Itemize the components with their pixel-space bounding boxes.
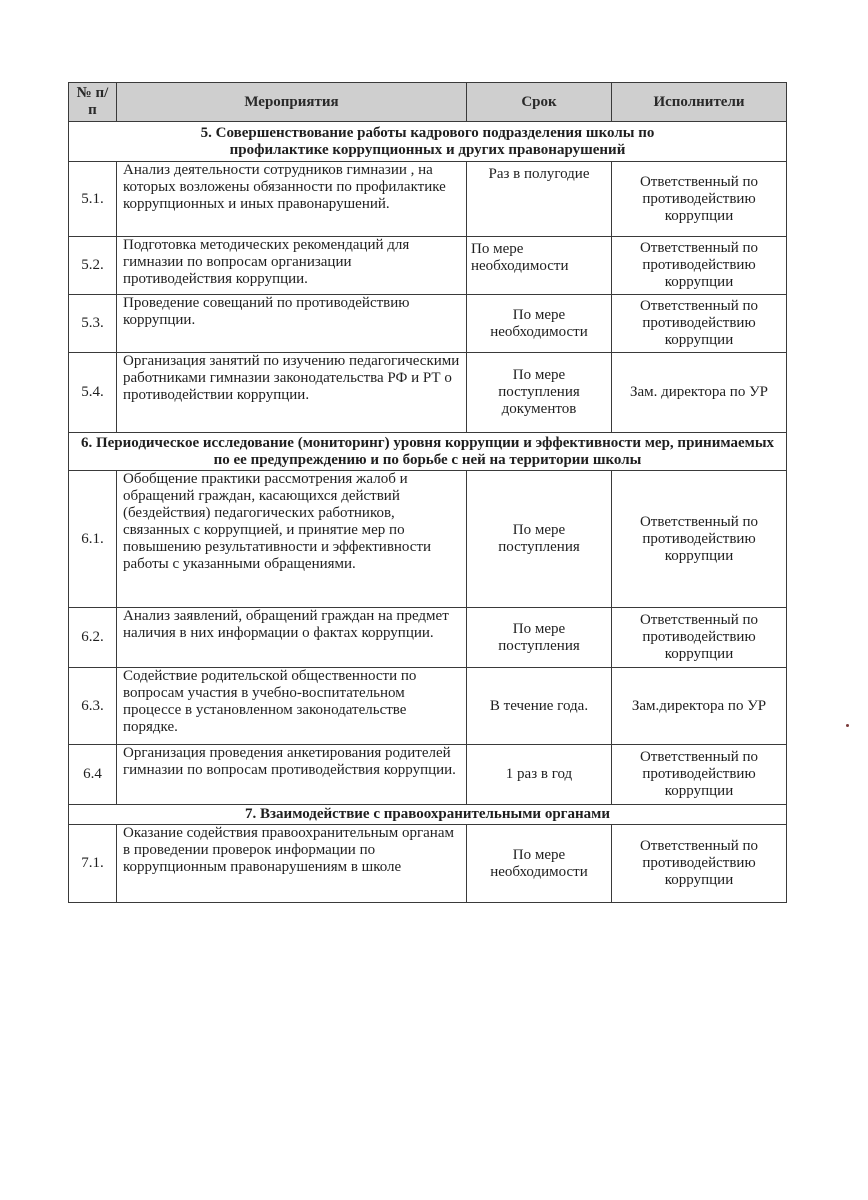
scan-speck xyxy=(846,724,849,727)
row-activity: Обобщение практики рассмотрения жалоб и обращений граждан, касающихся действий (бездействия) педагогических работников, связанных с коррупцией, и принятие мер по повышению результативности и эффективности работы с указанными обращениями. xyxy=(117,471,467,608)
section-title-7: 7. Взаимодействие с правоохранительными органами xyxy=(69,805,787,825)
table-row xyxy=(69,353,787,433)
row-number: 5.3. xyxy=(69,295,117,353)
row-term: По мере поступления xyxy=(467,471,612,608)
table-row xyxy=(69,237,787,295)
row-number: 5.1. xyxy=(69,162,117,237)
row-activity: Содействие родительской общественности по вопросам участия в учебно-воспитательном процессе в установленном законодательстве порядке. xyxy=(117,668,467,745)
row-term: 1 раз в год xyxy=(467,745,612,805)
header-num: № п/п xyxy=(69,83,117,122)
table-row xyxy=(69,825,787,903)
row-number: 5.4. xyxy=(69,353,117,433)
row-number: 6.1. xyxy=(69,471,117,608)
document-sheet xyxy=(68,82,786,903)
row-executor: Зам. директора по УР xyxy=(612,353,787,433)
row-executor: Ответственный по противодействию коррупции xyxy=(612,295,787,353)
table-row xyxy=(69,471,787,608)
section-row xyxy=(69,433,787,471)
table-row xyxy=(69,295,787,353)
table-row xyxy=(69,162,787,237)
header-activity: Мероприятия xyxy=(117,83,467,122)
header-term: Срок xyxy=(467,83,612,122)
row-number: 6.2. xyxy=(69,608,117,668)
row-term: По мере поступления xyxy=(467,608,612,668)
row-activity: Анализ заявлений, обращений граждан на предмет наличия в них информации о фактах коррупции. xyxy=(117,608,467,668)
row-activity: Подготовка методических рекомендаций для гимназии по вопросам организации противодействия коррупции. xyxy=(117,237,467,295)
row-number: 6.4 xyxy=(69,745,117,805)
row-number: 5.2. xyxy=(69,237,117,295)
section-row xyxy=(69,122,787,162)
row-activity: Оказание содействия правоохранительным органам в проведении проверок информации по коррупционным правонарушениям в школе xyxy=(117,825,467,903)
table-header-row xyxy=(69,83,787,122)
row-term: По мере необходимости xyxy=(467,295,612,353)
row-term: В течение года. xyxy=(467,668,612,745)
row-activity: Организация занятий по изучению педагогическими работниками гимназии законодательства РФ и РТ о противодействии коррупции. xyxy=(117,353,467,433)
row-number: 6.3. xyxy=(69,668,117,745)
row-term: По мере необходимости xyxy=(467,237,612,295)
row-activity: Анализ деятельности сотрудников гимназии , на которых возложены обязанности по профилактике коррупционных и иных правонарушений. xyxy=(117,162,467,237)
row-number: 7.1. xyxy=(69,825,117,903)
row-term: По мере поступления документов xyxy=(467,353,612,433)
row-executor: Ответственный по противодействию коррупции xyxy=(612,745,787,805)
header-executors: Исполнители xyxy=(612,83,787,122)
table-row xyxy=(69,608,787,668)
row-executor: Ответственный по противодействию коррупции xyxy=(612,162,787,237)
section-title-6: 6. Периодическое исследование (мониторинг) уровня коррупции и эффективности мер, принимаемых по ее предупреждению и по борьбе с ней на территории школы xyxy=(69,433,787,471)
table-row xyxy=(69,745,787,805)
section-title-5: 5. Совершенствование работы кадрового подразделения школы по профилактике коррупционных и других правонарушений xyxy=(69,122,787,162)
row-activity: Проведение совещаний по противодействию коррупции. xyxy=(117,295,467,353)
row-activity: Организация проведения анкетирования родителей гимназии по вопросам противодействия коррупции. xyxy=(117,745,467,805)
row-term: По мере необходимости xyxy=(467,825,612,903)
plan-table xyxy=(68,82,787,903)
row-term: Раз в полугодие xyxy=(467,162,612,237)
row-executor: Ответственный по противодействию коррупции xyxy=(612,608,787,668)
table-row xyxy=(69,668,787,745)
row-executor: Ответственный по противодействию коррупции xyxy=(612,471,787,608)
section-row xyxy=(69,805,787,825)
row-executor: Зам.директора по УР xyxy=(612,668,787,745)
row-executor: Ответственный по противодействию коррупции xyxy=(612,237,787,295)
row-executor: Ответственный по противодействию коррупции xyxy=(612,825,787,903)
